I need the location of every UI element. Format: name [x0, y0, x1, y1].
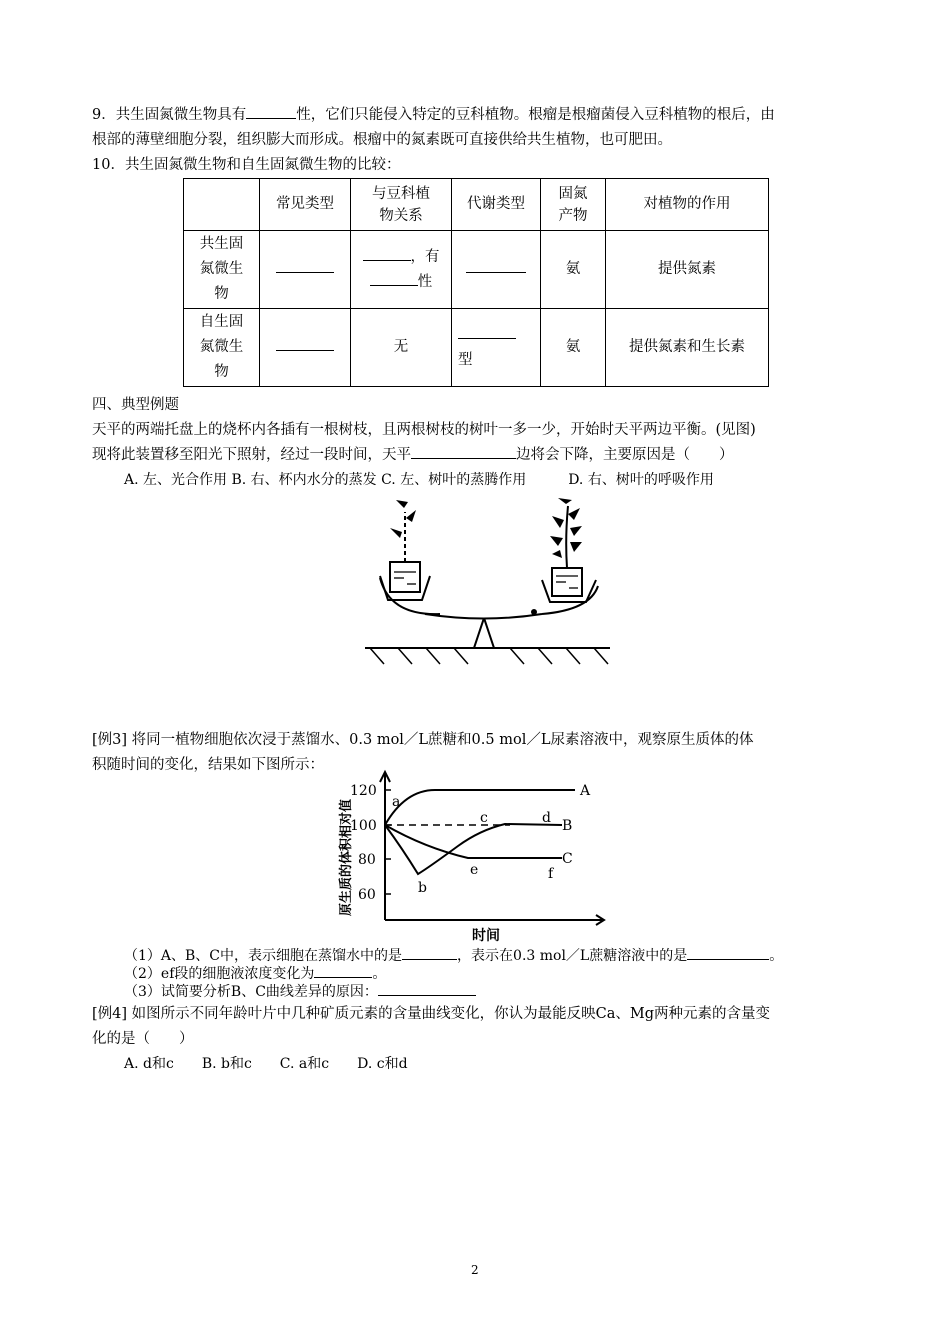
metabolism-blank[interactable]: [466, 259, 526, 273]
effect-cell: 提供氮素和生长素: [606, 309, 769, 387]
q10-title: 10．共生固氮微生物和自生固氮微生物的比较：: [92, 157, 401, 173]
left-leaves: [390, 500, 416, 538]
y-axis-label: 原生质的体积相对值: [339, 798, 354, 916]
point-label-a: a: [392, 794, 401, 810]
header-type: 常见类型: [260, 179, 351, 231]
point-label-b: b: [418, 880, 427, 896]
metabolism-blank-cell: [452, 231, 541, 309]
q9-line2: 根部的薄壁细胞分裂，组织膨大而形成。根瘤中的氮素既可直接供给共生植物，也可肥田。: [92, 132, 672, 148]
right-pan: [542, 580, 596, 602]
left-beaker: [390, 562, 420, 592]
ex3-q3: （3）试简要分析B、C曲线差异的原因：: [124, 981, 476, 1001]
balance-options: A. 左、光合作用 B. 右、杯内水分的蒸发 C. 左、树叶的蒸腾作用 D. 右、树叶的呼吸作用: [124, 472, 714, 488]
balance-question-line1: 天平的两端托盘上的烧杯内各插有一根树枝，且两根树枝的树叶一多一少，开始时天平两边平衡。(见图): [92, 422, 756, 438]
balance-blank[interactable]: [411, 445, 516, 459]
balance-beam: [425, 614, 542, 619]
relation-cell: 无: [351, 309, 452, 387]
point-label-f: f: [548, 866, 554, 882]
right-water: [556, 576, 578, 588]
header-empty: [184, 179, 260, 231]
ex3-q1-blank-1[interactable]: [402, 946, 457, 960]
balance-question-line2: 现将此装置移至阳光下照射，经过一段时间，天平 边将会下降，主要原因是（ ）: [92, 447, 734, 463]
ex3-line1: [例3] 将同一植物细胞依次浸于蒸馏水、0.3 mol／L蔗糖和0.5 mol／L尿素溶液中，观察原生质体的体: [92, 732, 754, 748]
product-cell: 氨: [541, 309, 606, 387]
ex3-q2-blank[interactable]: [314, 964, 372, 978]
header-relation: 与豆科植 物关系: [351, 179, 452, 231]
ex3-q1: （1）A、B、C中，表示细胞在蒸馏水中的是 ，表示在0.3 mol／L蔗糖溶液中的是 。: [124, 948, 784, 964]
relation-blank-2[interactable]: [370, 272, 418, 286]
header-effect: 对植物的作用: [606, 179, 769, 231]
protoplast-volume-chart: [330, 768, 610, 948]
effect-cell: 提供氮素: [606, 231, 769, 309]
metabolism-cell: 型: [452, 309, 541, 387]
section4-title: 四、典型例题: [92, 397, 179, 413]
product-cell: 氨: [541, 231, 606, 309]
ex3-q1-blank-2[interactable]: [687, 946, 769, 960]
ytick-80: 80: [358, 852, 376, 868]
ex4-options: A. d和c B. b和c C. a和c D. c和d: [124, 1056, 408, 1072]
curve-label-a: A: [580, 783, 591, 799]
metabolism-blank[interactable]: [458, 325, 516, 339]
ex4-line2: 化的是（ ）: [92, 1031, 194, 1047]
point-label-c: c: [480, 810, 488, 826]
table-row: [184, 309, 769, 387]
q9-line1: 9．共生固氮微生物具有 性，它们只能侵入特定的豆科植物。根瘤是根瘤菌侵入豆科植物的根后，由: [92, 107, 775, 123]
relation-blank-1[interactable]: [363, 247, 411, 261]
ex3-q2: （2）ef段的细胞液浓度变化为 。: [124, 966, 387, 982]
type-blank-cell: [260, 231, 351, 309]
header-metabolism: 代谢类型: [452, 179, 541, 231]
q9-blank[interactable]: [246, 105, 296, 119]
ex3-q3-blank[interactable]: [378, 982, 476, 996]
table-row: [184, 231, 769, 309]
type-blank[interactable]: [276, 259, 334, 273]
right-branch-stem: [566, 506, 568, 568]
type-blank[interactable]: [276, 337, 334, 351]
relation-cell: ，有 性: [351, 231, 452, 309]
left-pan: [380, 576, 430, 600]
ground-hatching: [370, 648, 608, 664]
left-water: [394, 572, 416, 584]
ytick-60: 60: [358, 887, 376, 903]
x-axis-label: 时间: [472, 928, 500, 944]
point-label-d: d: [542, 810, 551, 826]
row-name: 自生固 氮微生 物: [184, 309, 260, 387]
type-blank-cell: [260, 309, 351, 387]
balance-weight: [531, 609, 537, 615]
point-label-e: e: [470, 862, 479, 878]
ex3-line2: 积随时间的变化，结果如下图所示：: [92, 757, 324, 773]
curve-label-b: B: [562, 818, 573, 834]
curve-c: [385, 825, 562, 858]
ytick-100: 100: [350, 818, 377, 834]
header-product: 固氮 产物: [541, 179, 606, 231]
page-number: 2: [471, 1263, 479, 1277]
curve-label-c: C: [562, 851, 573, 867]
table-header-row: [184, 179, 769, 231]
ytick-120: 120: [350, 783, 377, 799]
ex4-line1: [例4] 如图所示不同年龄叶片中几种矿质元素的含量曲线变化，你认为最能反映Ca、Mg两种元素的含量变: [92, 1006, 771, 1022]
balance-diagram: [360, 498, 615, 670]
row-name: 共生固 氮微生 物: [184, 231, 260, 309]
fulcrum: [474, 618, 494, 648]
right-arm: [542, 586, 598, 614]
comparison-table: [183, 178, 769, 387]
